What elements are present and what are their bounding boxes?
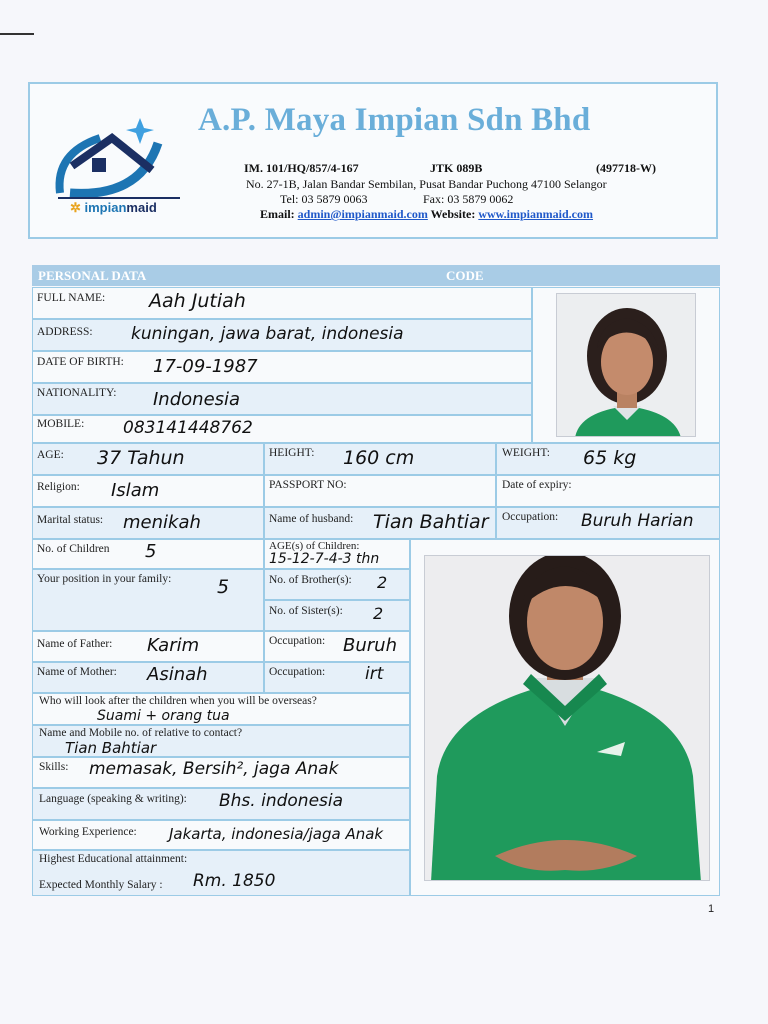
salary-value: Rm. 1850: [193, 871, 276, 891]
license-number: IM. 101/HQ/857/4-167: [244, 161, 359, 175]
logo-wordmark: ✲ impianmaid: [70, 200, 157, 215]
age-value: 37 Tahun: [97, 447, 185, 469]
children-age-value: 15-12-7-4-3 thn: [269, 551, 380, 567]
husband-value: Tian Bahtiar: [373, 511, 489, 533]
code-label: CODE: [446, 268, 484, 283]
education-salary-row: Highest Educational attainment: Expected Monthly Salary : Rm. 1850: [32, 850, 410, 896]
section-title: PERSONAL DATA: [38, 268, 147, 283]
personal-data-form: [32, 265, 720, 897]
language-value: Bhs. indonesia: [219, 791, 344, 811]
nationality-row: NATIONALITY: Indonesia: [32, 383, 532, 415]
husband-occupation-cell: Occupation: Buruh Harian: [496, 507, 720, 539]
weight-value: 65 kg: [583, 447, 637, 469]
page-number: 1: [708, 903, 715, 915]
weight-cell: WEIGHT: 65 kg: [496, 443, 720, 475]
father-cell: Name of Father: Karim: [32, 631, 264, 662]
caretaker-value: Suami + orang tua: [97, 708, 230, 724]
language-row: Language (speaking & writing): Bhs. indonesia: [32, 788, 410, 820]
height-value: 160 cm: [343, 447, 415, 469]
dob-value: 17-09-1987: [153, 356, 258, 377]
husband-cell: Name of husband: Tian Bahtiar: [264, 507, 496, 539]
marital-value: menikah: [123, 512, 201, 533]
height-cell: HEIGHT: 160 cm: [264, 443, 496, 475]
mother-occupation-cell: Occupation: irt: [264, 662, 410, 693]
brothers-value: 2: [377, 573, 388, 592]
company-header: [28, 82, 718, 239]
scan-mark: [0, 33, 34, 35]
age-cell: AGE: 37 Tahun: [32, 443, 264, 475]
relative-value: Tian Bahtiar: [65, 739, 157, 757]
full-portrait-image: [425, 556, 710, 881]
marital-cell: Marital status: menikah: [32, 507, 264, 539]
passport-cell: PASSPORT NO:: [264, 475, 496, 507]
mother-value: Asinah: [147, 664, 208, 685]
company-fax: Fax: 03 5879 0062: [423, 192, 514, 206]
mother-cell: Name of Mother: Asinah: [32, 662, 264, 693]
expiry-cell: Date of expiry:: [496, 475, 720, 507]
husband-occupation-value: Buruh Harian: [581, 511, 694, 531]
website-link[interactable]: www.impianmaid.com: [478, 207, 594, 221]
brothers-cell: No. of Brother(s): 2: [264, 569, 410, 600]
email-link[interactable]: admin@impianmaid.com: [297, 207, 428, 221]
father-value: Karim: [147, 635, 200, 656]
religion-cell: Religion: Islam: [32, 475, 264, 507]
company-name: A.P. Maya Impian Sdn Bhd: [198, 102, 591, 138]
skills-row: Skills: memasak, Bersih², jaga Anak: [32, 757, 410, 788]
small-photo: [556, 293, 696, 437]
skills-value: memasak, Bersih², jaga Anak: [89, 759, 339, 779]
company-address: No. 27-1B, Jalan Bandar Sembilan, Pusat Bandar Puchong 47100 Selangor: [246, 177, 607, 191]
sisters-cell: No. of Sister(s): 2: [264, 600, 410, 631]
religion-value: Islam: [111, 480, 160, 501]
children-age-cell: AGE(s) of Children: 15-12-7-4-3 thn: [264, 539, 410, 569]
address-value: kuningan, jawa barat, indonesia: [131, 324, 404, 344]
children-cell: No. of Children 5: [32, 539, 264, 569]
caretaker-row: Who will look after the children when you will be overseas? Suami + orang tua: [32, 693, 410, 725]
mother-occupation-value: irt: [365, 664, 384, 684]
position-cell: Your position in your family: 5: [32, 569, 264, 631]
nationality-value: Indonesia: [153, 389, 241, 410]
position-value: 5: [217, 576, 230, 598]
dob-row: DATE OF BIRTH: 17-09-1987: [32, 351, 532, 383]
father-occupation-cell: Occupation: Buruh: [264, 631, 410, 662]
children-value: 5: [145, 541, 157, 562]
company-tel: Tel: 03 5879 0063: [280, 192, 368, 206]
contact-line: Email: admin@impianmaid.com Website: www.impianmaid.com: [260, 207, 594, 221]
sisters-value: 2: [373, 604, 384, 623]
full-name-value: Aah Jutiah: [149, 290, 246, 312]
experience-value: Jakarta, indonesia/jaga Anak: [169, 825, 384, 843]
experience-row: Working Experience: Jakarta, indonesia/jaga Anak: [32, 820, 410, 850]
section-bar: [32, 265, 720, 286]
mobile-row: MOBILE: 083141448762: [32, 415, 532, 443]
jtk-number: JTK 089B: [430, 161, 483, 175]
registration-number: (497718-W): [596, 161, 656, 175]
large-photo: [424, 555, 710, 881]
portrait-image: [557, 294, 696, 437]
relative-row: Name and Mobile no. of relative to contact? Tian Bahtiar: [32, 725, 410, 757]
mobile-value: 083141448762: [123, 418, 253, 438]
full-name-row: FULL NAME: Aah Jutiah: [32, 287, 532, 319]
address-row: ADDRESS: kuningan, jawa barat, indonesia: [32, 319, 532, 351]
father-occupation-value: Buruh: [343, 635, 397, 656]
